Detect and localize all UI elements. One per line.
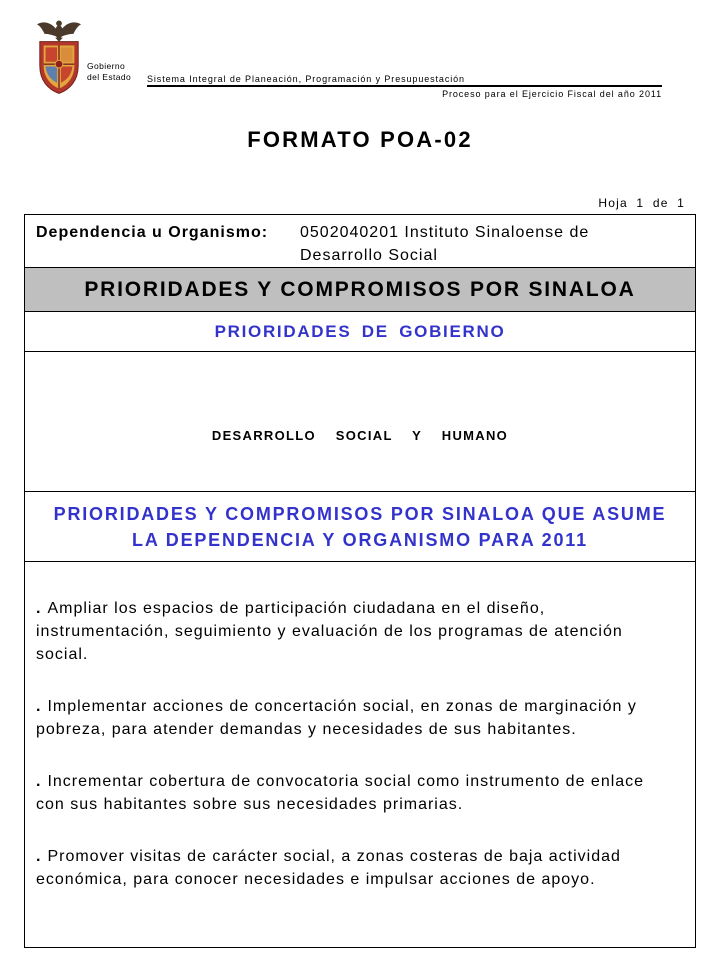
commitment-text: instrumentación, seguimiento y evaluación de los programas de atención (36, 622, 623, 640)
commitment-text: Promover visitas de carácter social, a zonas costeras de baja actividad (47, 847, 621, 865)
commitments-heading-line: LA DEPENDENCIA Y ORGANISMO PARA 2011 (132, 529, 588, 550)
commitment-first-line (36, 597, 695, 620)
government-label-line1: Gobierno (87, 61, 126, 71)
government-label-line2: del Estado (87, 72, 132, 82)
row-commitments-heading (25, 492, 695, 562)
page-indicator: Hoja 1 de 1 (598, 196, 685, 210)
emblem-shield (40, 42, 78, 94)
government-priority: DESARROLLO SOCIAL Y HUMANO (211, 428, 509, 443)
government-priorities-heading: PRIORIDADES DE GOBIERNO (214, 321, 506, 341)
commitment-text: pobreza, para atender demandas y necesidades de sus habitantes. (36, 720, 577, 738)
commitment-item (36, 695, 695, 741)
row-agency (25, 215, 695, 268)
agency-label: Dependencia u Organismo: (36, 224, 269, 241)
commitment-item (36, 597, 695, 666)
row-commitments-list (25, 562, 695, 947)
system-name: Sistema Integral de Planeación, Programación y Presupuestación (147, 74, 465, 84)
bullet-marker: . (36, 697, 42, 715)
row-government-priorities-heading (25, 312, 695, 352)
commitment-first-line (36, 695, 695, 718)
header-rule (147, 85, 662, 87)
commitment-text: Incrementar cobertura de convocatoria social como instrumento de enlace (47, 772, 645, 790)
page-title: FORMATO POA-02 (247, 127, 473, 152)
bullet-marker: . (36, 599, 42, 617)
section-title: PRIORIDADES Y COMPROMISOS POR SINALOA (84, 277, 636, 301)
commitment-first-line (36, 770, 695, 793)
coat-of-arms-emblem (35, 17, 83, 95)
commitment-text: Ampliar los espacios de participación ciudadana en el diseño, (47, 599, 546, 617)
commitment-text: social. (36, 645, 89, 663)
commitment-first-line (36, 845, 695, 868)
agency-value: 0502040201 Instituto Sinaloense de Desarrollo Social (300, 224, 590, 264)
commitment-text: Implementar acciones de concertación social, en zonas de marginación y (47, 697, 637, 715)
commitment-text: económica, para conocer necesidades e impulsar acciones de apoyo. (36, 870, 596, 888)
row-section-title (25, 268, 695, 312)
commitments-heading-line: PRIORIDADES Y COMPROMISOS POR SINALOA QUE ASUME (53, 503, 667, 524)
commitment-item (36, 845, 695, 891)
row-government-priority (25, 352, 695, 492)
form-table (24, 214, 696, 948)
bullet-marker: . (36, 772, 42, 790)
emblem-eagle (37, 20, 81, 41)
commitment-text: con sus habitantes sobre sus necesidades primarias. (36, 795, 464, 813)
commitment-item (36, 770, 695, 816)
fiscal-process-label: Proceso para el Ejercicio Fiscal del año 2011 (442, 89, 662, 99)
bullet-marker: . (36, 847, 42, 865)
